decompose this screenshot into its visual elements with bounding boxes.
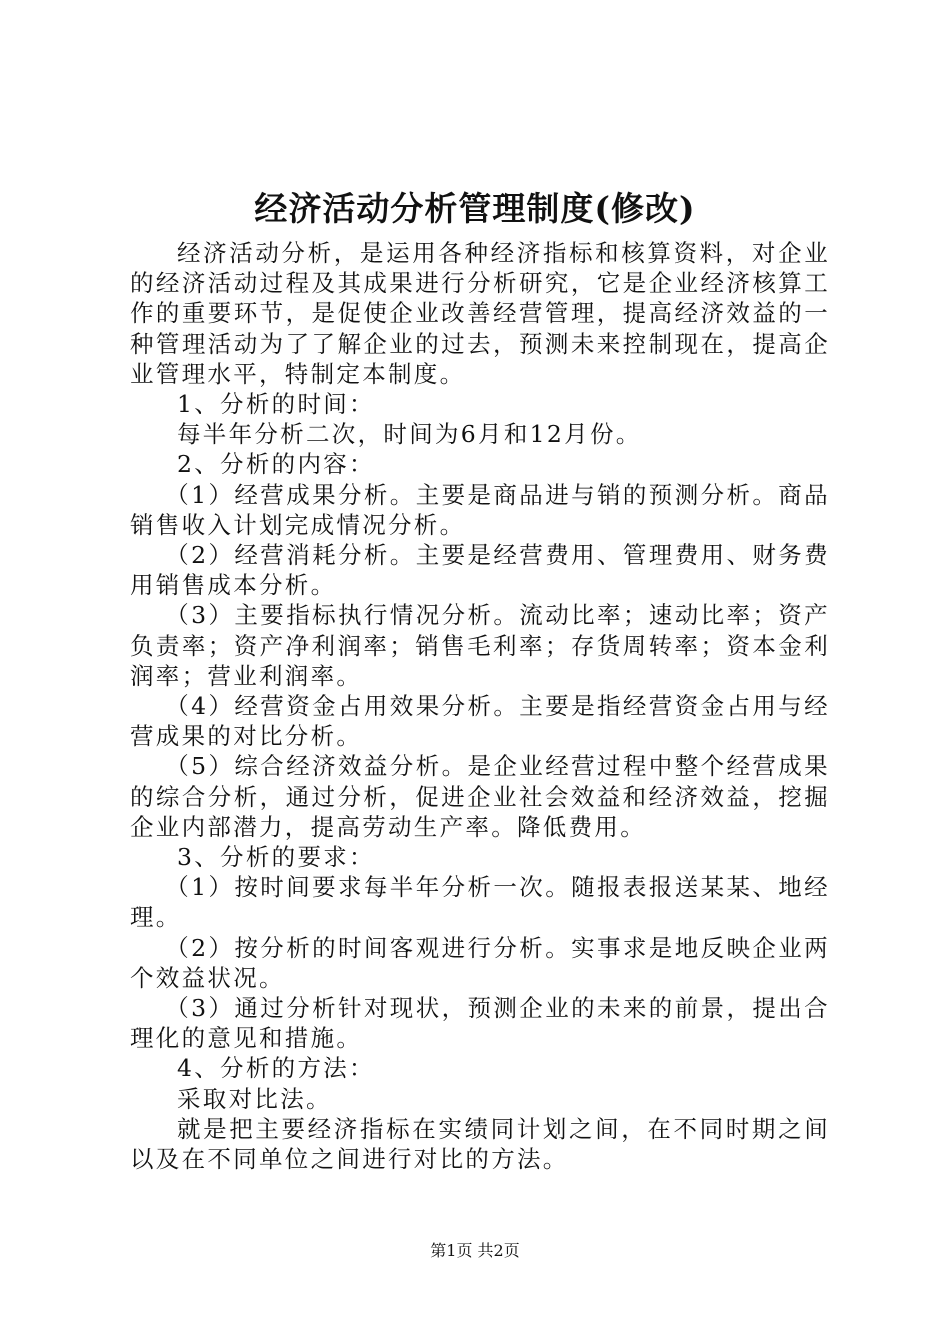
requirement-item-2: （2）按分析的时间客观进行分析。实事求是地反映企业两个效益状况。 xyxy=(130,933,830,992)
paragraph-time: 每半年分析二次，时间为6月和12月份。 xyxy=(177,420,642,449)
content-item-4: （4）经营资金占用效果分析。主要是指经营资金占用与经营成果的对比分析。 xyxy=(130,692,830,751)
paragraph-method: 采取对比法。 xyxy=(177,1084,332,1113)
paragraph-method-detail: 就是把主要经济指标在实绩同计划之间，在不同时期之间以及在不同单位之间进行对比的方法。 xyxy=(130,1114,830,1174)
requirement-item-3: （3）通过分析针对现状，预测企业的未来的前景，提出合理化的意见和措施。 xyxy=(130,994,830,1053)
section-heading-content: 2、分析的内容： xyxy=(177,450,375,479)
content-item-5: （5）综合经济效益分析。是企业经营过程中整个经营成果的综合分析，通过分析，促进企业社会效益和经济效益，挖掘企业内部潜力，提高劳动生产率。降低费用。 xyxy=(130,752,830,841)
page-footer: 第1页 共2页 xyxy=(430,1241,520,1260)
section-heading-requirements: 3、分析的要求： xyxy=(177,843,375,872)
paragraph-intro: 经济活动分析，是运用各种经济指标和核算资料，对企业的经济活动过程及其成果进行分析研究，它是企业经济核算工作的重要环节，是促使企业改善经营管理，提高经济效益的一种管理活动为了了解企业的过去，预测未来控制现在，提高企业管理水平，特制定本制度。 xyxy=(130,239,830,388)
requirement-item-1: （1）按时间要求每半年分析一次。随报表报送某某、地经理。 xyxy=(130,873,830,932)
document-body xyxy=(130,238,830,1174)
content-item-3: （3）主要指标执行情况分析。流动比率；速动比率；资产负责率；资产净利润率；销售毛利率；存货周转率；资本金利润率；营业利润率。 xyxy=(130,601,830,690)
document-title: 经济活动分析管理制度(修改) xyxy=(254,189,696,228)
section-heading-time: 1、分析的时间： xyxy=(177,390,375,419)
content-item-1: （1）经营成果分析。主要是商品进与销的预测分析。商品销售收入计划完成情况分析。 xyxy=(130,480,830,539)
content-item-2: （2）经营消耗分析。主要是经营费用、管理费用、财务费用销售成本分析。 xyxy=(130,541,830,600)
section-heading-method: 4、分析的方法： xyxy=(177,1054,375,1083)
